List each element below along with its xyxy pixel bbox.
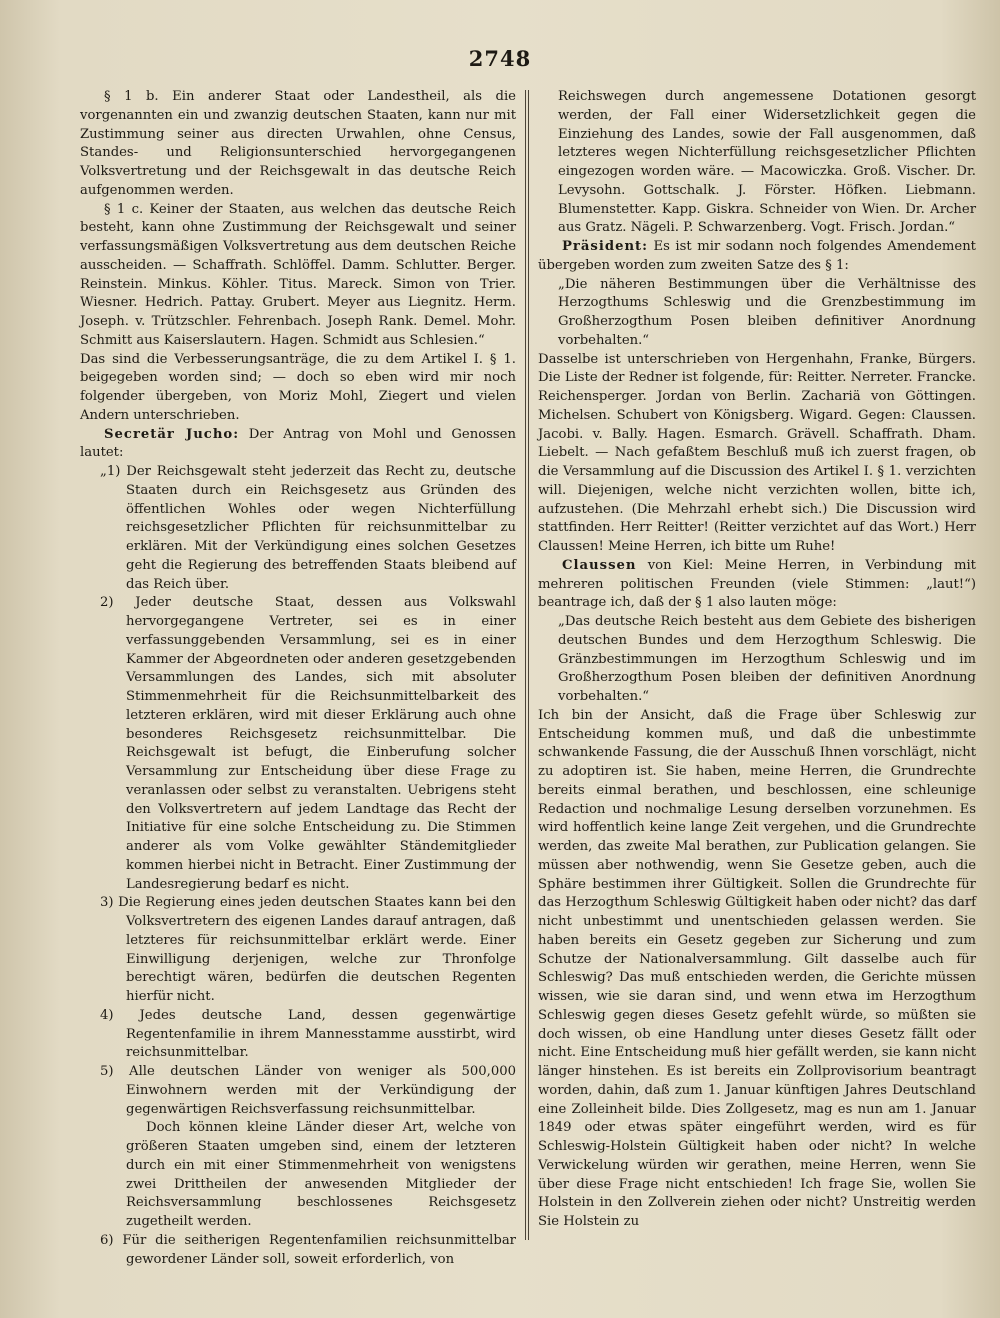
speaker-name: Präsident:: [562, 239, 649, 254]
body-paragraph: § 1 b. Ein anderer Staat oder Landestheil, als die vorgenannten ein und zwanzig deutschen Staaten, kann nur mit Zustimmung seiner aus directen Urwahlen, ohne Census, Standes- und Religionsunterschied hervorgegangenen Volksvertretung und der Reichsgewalt in das deutsche Reich aufgenommen werden.: [80, 89, 516, 198]
speech-text: Der Antrag von Mohl und Genossen lautet:: [80, 426, 516, 461]
speech-text: Es ist mir sodann noch folgendes Amendement übergeben worden zum zweiten Satze des § 1:: [538, 239, 976, 273]
speaker-paragraph: [80, 426, 516, 464]
body-paragraph: Dasselbe ist unterschrieben von Hergenhahn, Franke, Bürgers. Die Liste der Redner ist folgende, für: Reitter. Nerreter. Francke. Reichensperger. Jordan von Berlin. Zachariä von Göttingen. Michelsen. Schubert von Königsberg. Wigard. Gegen: Claussen. Jacobi. v. Bally. Hagen. Esmarch. Grävell. Schaffrath. Dham. Liebelt. — Nach gefaßtem Beschluß muß ich zuerst fragen, ob die Versammlung auf die Discussion des Artikel I. § 1. verzichten will. Diejenigen, welche nicht verzichten wollen, bitte ich, aufzustehen. (Die Mehrzahl erhebt sich.) Die Discussion wird stattfinden. Herr Reitter! (Reitter verzichtet auf das Wort.) Herr Claussen! Meine Herren, ich bitte um Ruhe!: [538, 351, 976, 554]
body-paragraph: Das sind die Verbesserungsanträge, die zu dem Artikel I. § 1. beigegeben worden sind; — doch so eben wird mir noch folgender übergeben, von Moriz Mohl, Ziegert und vielen Andern unterschrieben.: [80, 351, 516, 423]
item-text: Die Regierung eines jeden deutschen Staates kann bei den Volksvertretern des eigenen Landes darauf antragen, daß letzteres für reichsunmittelbar erklärt werde. Einer Einwilligung derjenigen, welche zur Thronfolge berechtigt wären, bedürfen die deutschen Regenten hierfür nicht.: [118, 895, 516, 1004]
item-number: 4): [100, 1007, 114, 1023]
amendment-item: [80, 1232, 516, 1270]
item-text: Alle deutschen Länder von weniger als 500,000 Einwohnern werden mit der Verkündigung der gegenwärtigen Reichsverfassung reichsunmittelbar.: [126, 1064, 516, 1117]
speech-text: von Kiel: Meine Herren, in Verbindung mit mehreren politischen Freunden (viele Stimmen: „laut!“) beantrage ich, daß der § 1 also lauten möge:: [538, 557, 976, 611]
item-text: Der Reichsgewalt steht jederzeit das Recht zu, deutsche Staaten durch ein Reichsgesetz aus Gründen des öffentlichen Wohles oder wegen Nichterfüllung reichsgesetzlicher Pflichten für reichsunmittelbar zu erklären. Mit der Verkündigung eines solchen Gesetzes geht die Regierung des betreffenden Staats bleibend auf das Reich über.: [126, 464, 516, 592]
speaker-name: Claussen: [562, 557, 637, 573]
body-paragraph: Doch können kleine Länder dieser Art, welche von größeren Staaten umgeben sind, einem der letzteren durch ein mit einer Stimmenmehrheit von wenigstens zwei Drittheilen der anwesenden Mitglieder der Reichsversammlung beschlossenes Reichsgesetz zugetheilt werden.: [126, 1120, 516, 1229]
item-number: „1): [100, 464, 121, 479]
amendment-item: [80, 594, 516, 894]
item-number: 5): [100, 1064, 114, 1079]
column-divider: [525, 90, 526, 1240]
speaker-name: Secretär Jucho:: [104, 426, 240, 442]
body-paragraph: Ich bin der Ansicht, daß die Frage über Schleswig zur Entscheidung kommen muß, und daß die unbestimmte schwankende Fassung, die der Ausschuß Ihnen vorschlägt, nicht zu adoptiren ist. Sie haben, meine Herren, die Grundrechte bereits einmal berathen, und beschlossen, eine schleunige Redaction und nochmalige Lesung derselben vorzunehmen. Es wird hoffentlich keine lange Zeit vergehen, und die Grundrechte werden, das zweite Mal berathen, zur Publication gelangen. Sie müssen aber nothwendig, wenn Sie Gesetze geben, auch die Sphäre bestimmen ihrer Gültigkeit. Sollen die Grundrechte für das Herzogthum Schleswig Gültigkeit haben oder nicht? das darf nicht unbestimmt und unentschieden gelassen werden. Sie haben bereits ein Gesetz gegeben zur Sicherung und zum Schutze der Nationalversammlung. Gilt dasselbe auch für Schleswig? Das muß entschieden werden, die Gerichte müssen wissen, wie sie daran sind, und wenn etwa im Herzogthum Schleswig gegen dieses Gesetz gefehlt würde, so müßten sie doch wissen, ob eine Handlung unter dieses Gesetz fällt oder nicht. Eine Entscheidung muß hier gefällt werden, sie kann nicht länger hinstehen. Es ist bereits ein Zollprovisorium beantragt worden, dahin, daß zum 1. Januar künftigen Jahres Deutschland eine Zolleinheit bilde. Dies Zollgesetz, mag es nun am 1. Januar 1849 oder etwas später eingeführt werden, wird es für Schleswig-Holstein Gültigkeit haben oder nicht? In welche Verwickelung würden wir gerathen, meine Herren, wenn Sie über diese Frage nicht entschieden! Ich frage Sie, wollen Sie Holstein in den Zollverein ziehen oder nicht? Unstreitig werden Sie Holstein zu: [538, 707, 976, 1229]
item-number: 3): [100, 895, 114, 911]
amendment-item: [80, 1007, 516, 1063]
left-column: [80, 88, 516, 1269]
speaker-paragraph: [538, 557, 976, 613]
item-number: 6): [100, 1232, 114, 1248]
quoted-paragraph: „Die näheren Bestimmungen über die Verhältnisse des Herzogthums Schleswig und die Grenzbestimmung im Großherzogthum Posen bleiben definitiver Anordnung vorbehalten.“: [558, 276, 976, 348]
item-text: Für die seitherigen Regentenfamilien reichsunmittelbar gewordener Länder soll, soweit erforderlich, von: [122, 1232, 516, 1267]
amendment-item: [80, 894, 516, 1007]
column-divider-second-line: [528, 90, 529, 1240]
body-paragraph: § 1 c. Keiner der Staaten, aus welchen das deutsche Reich besteht, kann ohne Zustimmung der Reichsgewalt und seiner verfassungsmäßigen Volksvertretung aus dem deutschen Reiche ausscheiden. — Schaffrath. Schlöffel. Damm. Schlutter. Berger. Reinstein. Minkus. Köhler. Titus. Mareck. Simon von Trier. Wiesner. Hedrich. Pattay. Grubert. Meyer aus Liegnitz. Herm. Joseph. v. Trützschler. Fehrenbach. Joseph Rank. Demel. Mohr. Schmitt aus Kaiserslautern. Hagen. Schmidt aus Schlesien.“: [80, 201, 516, 348]
item-number: 2): [100, 595, 114, 611]
amendment-item: [80, 463, 516, 594]
item-text: Jeder deutsche Staat, dessen aus Volkswahl hervorgegangene Vertreter, sei es in einer verfassunggebenden Versammlung, sei es in einer Kammer der Abgeordneten oder anderen gesetzgebenden Versammlungen des Landes, sich mit absoluter Stimmenmehrheit für die Reichsunmittelbarkeit des letzteren erklären, wird mit dieser Erklärung auch ohne besonderes Reichsgesetz reichsunmittelbar. Die Reichsgewalt ist befugt, die Einberufung solcher Versammlung zur Entscheidung über diese Frage zu veranlassen oder selbst zu veranstalten. Uebrigens steht den Volksvertretern auf jedem Landtage das Recht der Initiative für eine solche Entscheidung zu. Die Stimmen anderer als vom Volke gewählter Ständemitglieder kommen hierbei nicht in Betracht. Einer Zustimmung der Landesregierung bedarf es nicht.: [126, 595, 516, 892]
item-text: Jedes deutsche Land, dessen gegenwärtige Regentenfamilie in ihrem Mannesstamme ausstirbt, wird reichsunmittelbar.: [126, 1007, 516, 1061]
amendment-item: [80, 1063, 516, 1119]
quoted-paragraph: „Das deutsche Reich besteht aus dem Gebiete des bisherigen deutschen Bundes und dem Herzogthum Schleswig. Die Gränzbestimmungen im Herzogthum Schleswig und im Großherzogthum Posen bleiben der definitiven Anordnung vorbehalten.“: [558, 614, 976, 704]
quoted-paragraph: Reichswegen durch angemessene Dotationen gesorgt werden, der Fall einer Widersetzlichkeit gegen die Einziehung des Landes, sowie der Fall ausgenommen, daß letzteres wegen Nichterfüllung reichsgesetzlicher Pflichten eingezogen worden wäre. — Macowiczka. Groß. Vischer. Dr. Levysohn. Gottschalk. J. Förster. Höfken. Liebmann. Blumenstetter. Kapp. Giskra. Schneider von Wien. Dr. Archer aus Gratz. Nägeli. P. Schwarzenberg. Vogt. Frisch. Jordan.“: [558, 89, 976, 236]
page-number: 2748: [468, 46, 532, 71]
speaker-paragraph: [538, 238, 976, 276]
right-column: [538, 88, 976, 1232]
